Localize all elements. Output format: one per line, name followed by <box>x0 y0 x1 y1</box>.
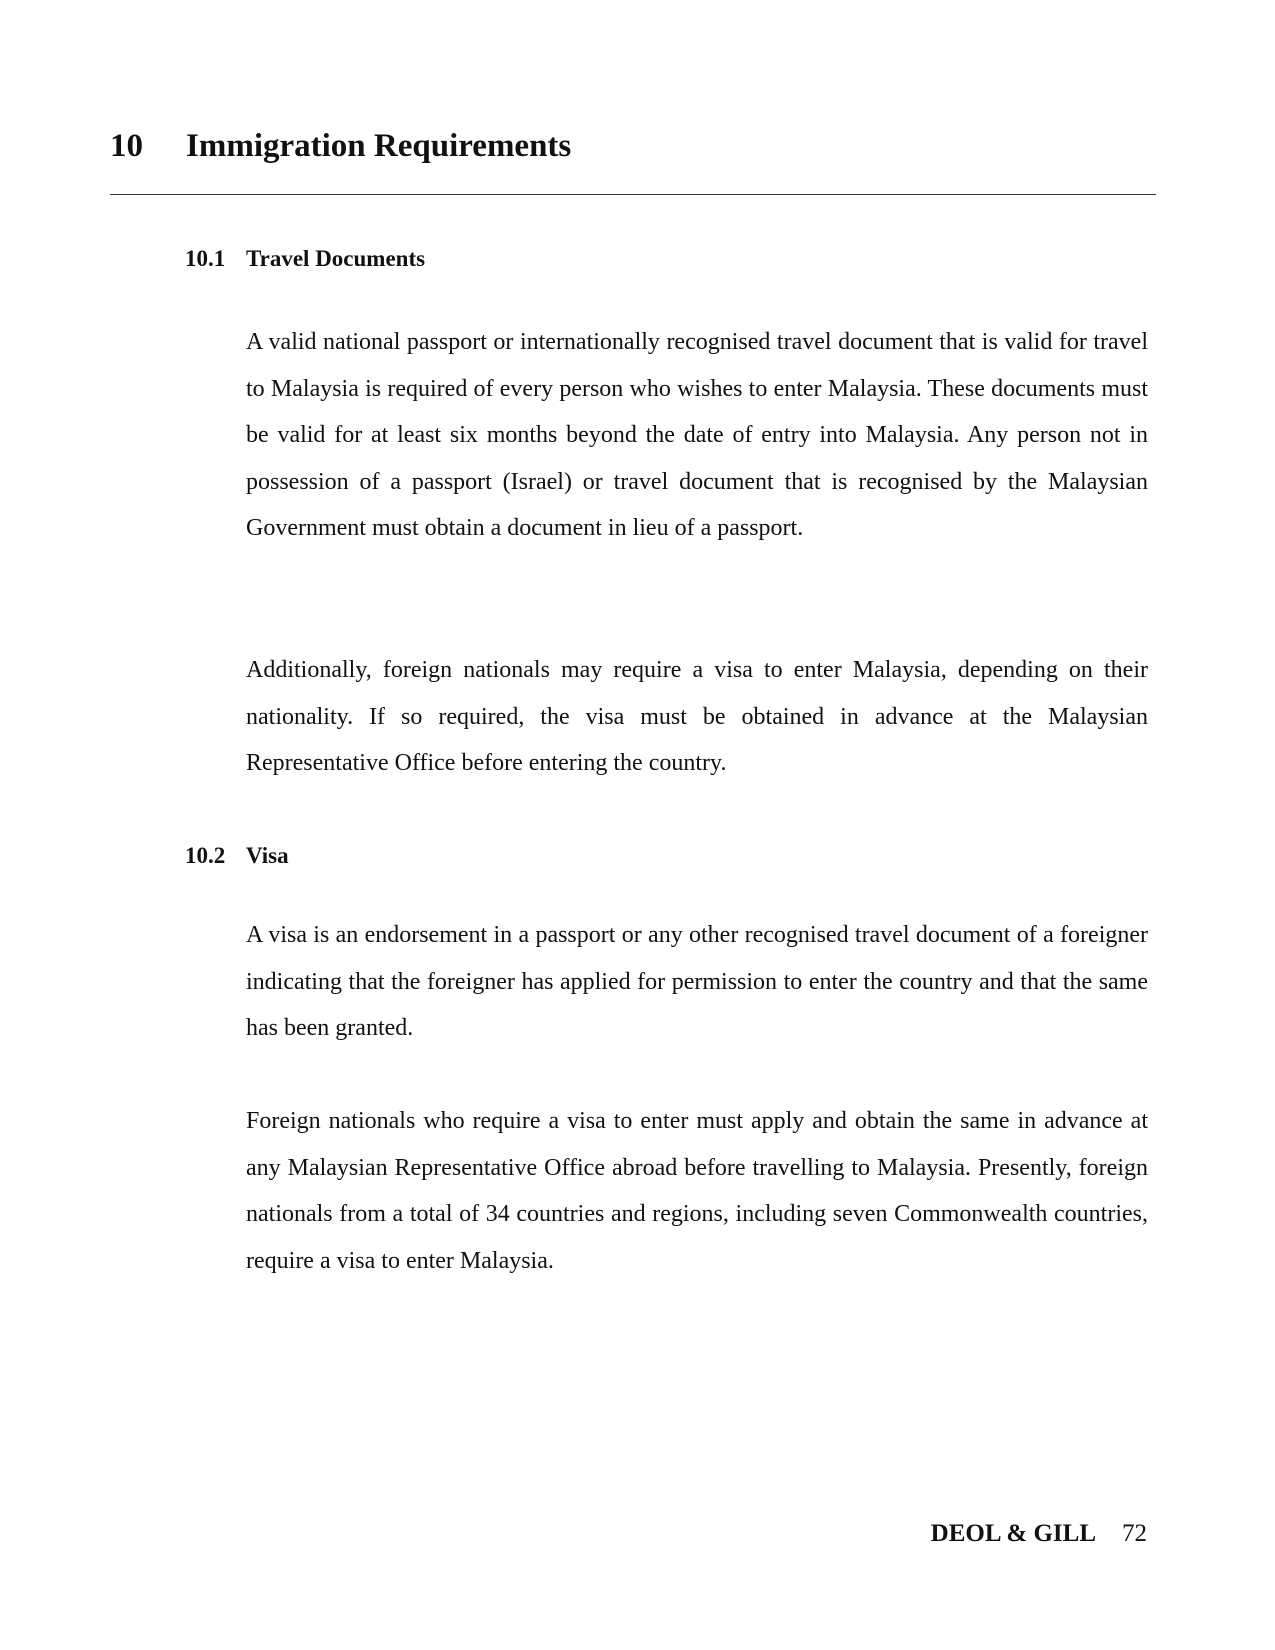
page-footer <box>931 1518 1147 1550</box>
chapter-divider <box>110 194 1156 195</box>
paragraph-travel-documents-1: A valid national passport or internationally recognised travel document that is valid for travel to Malaysia is required of every person who wishes to enter Malaysia. These documents must be valid for at least six months beyond the date of entry into Malaysia. Any person not in possession of a passport (Israel) or travel document that is recognised by the Malaysian Government must obtain a document in lieu of a passport. <box>246 329 1148 541</box>
section-heading-travel-documents <box>185 244 425 274</box>
section-heading-visa <box>185 841 289 871</box>
paragraph-visa-1: A visa is an endorsement in a passport or any other recognised travel document of a foreigner indicating that the foreigner has applied for permission to enter the country and that the same has been granted. <box>246 922 1148 1041</box>
section-number: 10.2 <box>185 843 226 868</box>
page-number: 72 <box>1122 1520 1147 1547</box>
paragraph-travel-documents-2: Additionally, foreign nationals may require a visa to enter Malaysia, depending on their nationality. If so required, the visa must be obtained in advance at the Malaysian Representative Office before entering the country. <box>246 657 1148 776</box>
chapter-number: 10 <box>110 128 143 164</box>
section-title: Travel Documents <box>246 246 426 271</box>
footer-firm-name: DEOL & GILL <box>930 1520 1096 1547</box>
section-number: 10.1 <box>185 246 226 271</box>
chapter-heading <box>110 126 1156 166</box>
section-title: Visa <box>246 843 289 868</box>
chapter-title: Immigration Requirements <box>186 128 572 164</box>
paragraph-visa-2: Foreign nationals who require a visa to enter must apply and obtain the same in advance at any Malaysian Representative Office abroad before travelling to Malaysia. Presently, foreign nationals from a total of 34 countries and regions, including seven Commonwealth countries, require a visa to enter Malaysia. <box>246 1108 1148 1274</box>
